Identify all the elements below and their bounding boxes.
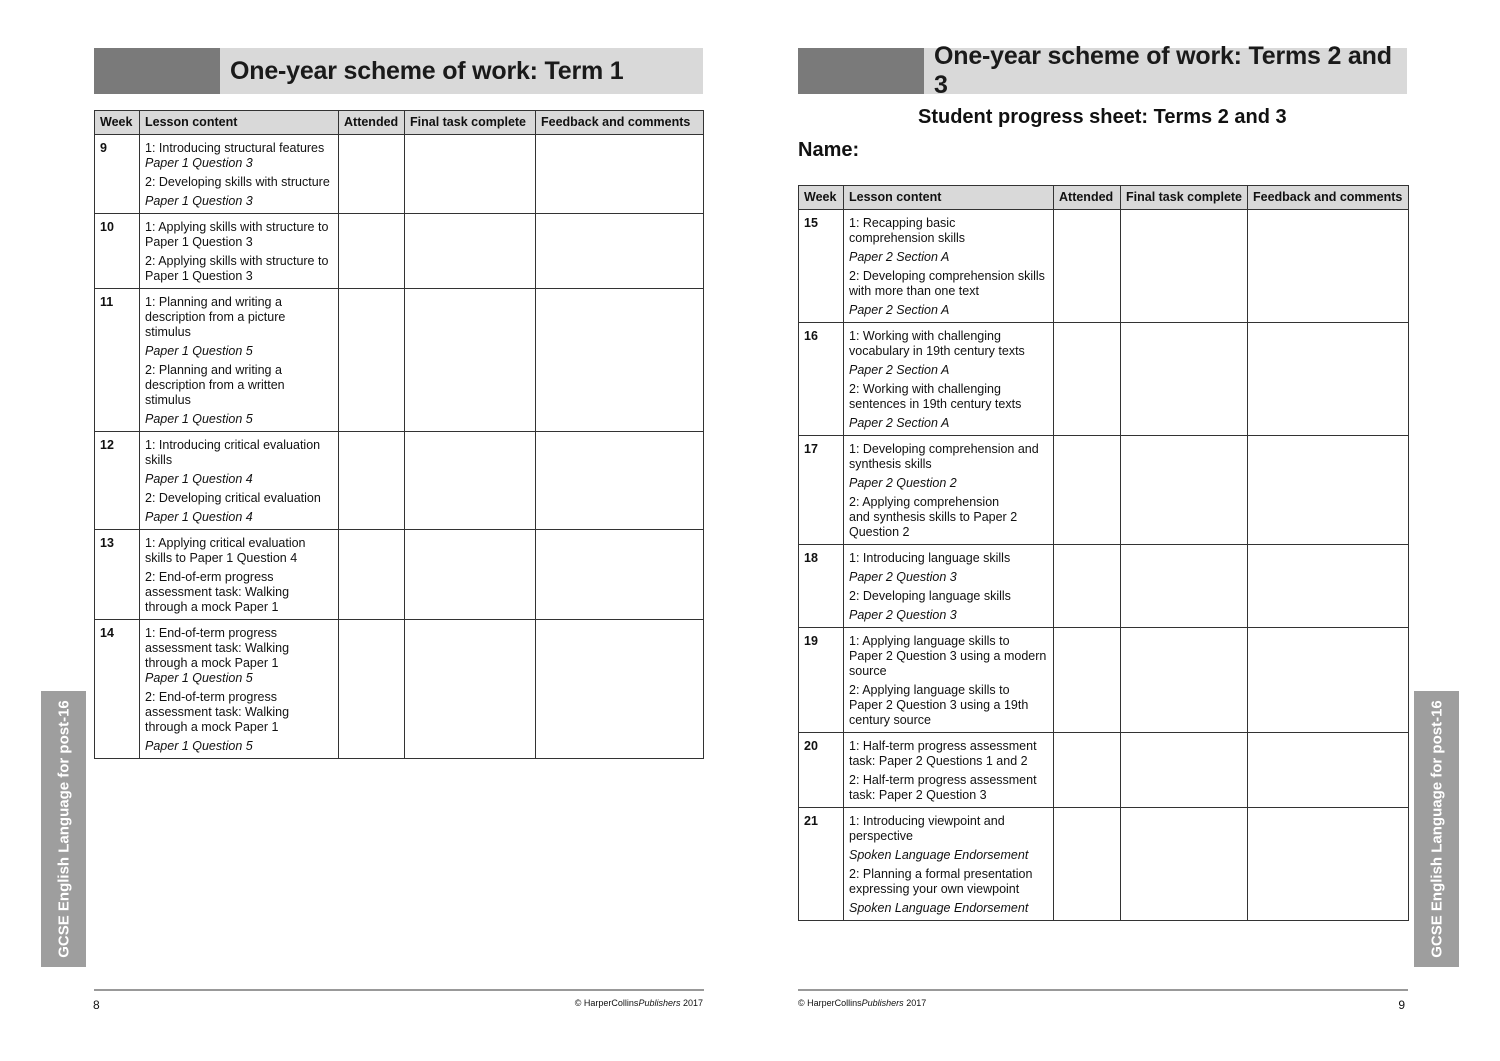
- table-header-row: [95, 111, 704, 135]
- lesson-line: 1: Applying language skills to: [849, 634, 1010, 648]
- attended-cell: [339, 214, 405, 289]
- table-row: [799, 808, 1409, 921]
- footer-rule: [798, 989, 1408, 991]
- lesson-content-cell: [844, 808, 1054, 921]
- lesson-line: comprehension skills: [849, 231, 966, 245]
- lesson-reference: Paper 2 Question 3: [849, 608, 957, 622]
- right-page: [750, 0, 1500, 1061]
- table-row: [95, 530, 704, 620]
- attended-cell: [339, 289, 405, 432]
- lesson-line: century source: [849, 713, 931, 727]
- lesson-line: through a mock Paper 1: [145, 720, 279, 734]
- copyright-year: 2017: [903, 998, 927, 1008]
- banner-title-area: [924, 42, 1407, 99]
- page-heading-banner: [94, 48, 703, 94]
- lesson-line: 2: Planning and writing a: [145, 363, 282, 377]
- copyright-notice: [575, 998, 703, 1008]
- lesson-reference: Paper 2 Section A: [849, 303, 950, 317]
- lesson-content-cell: [140, 135, 339, 214]
- lesson-line: Paper 2 Question 3 using a 19th: [849, 698, 1029, 712]
- final-task-cell: [1121, 436, 1248, 545]
- lesson-reference: Paper 1 Question 4: [145, 472, 253, 486]
- week-number: 17: [799, 436, 844, 545]
- lesson-reference: Paper 1 Question 4: [145, 510, 253, 524]
- final-task-cell: [1121, 808, 1248, 921]
- attended-cell: [339, 620, 405, 759]
- lesson-line: 1: End-of-term progress: [145, 626, 277, 640]
- lesson-line: 1: Applying skills with structure to: [145, 220, 329, 234]
- name-label: Name:: [798, 139, 860, 161]
- banner-accent: [798, 48, 924, 94]
- table-row: [95, 289, 704, 432]
- lesson-line: sentences in 19th century texts: [849, 397, 1022, 411]
- table-row: [95, 432, 704, 530]
- feedback-cell: [1248, 808, 1409, 921]
- column-header-feedback: Feedback and comments: [536, 111, 704, 135]
- lesson-line: skills: [145, 453, 173, 467]
- lesson-line: stimulus: [145, 325, 191, 339]
- page-title: One-year scheme of work: Terms 2 and 3: [934, 42, 1392, 99]
- lesson-line: 1: Developing comprehension and: [849, 442, 1039, 456]
- column-header-final-task: Final task complete: [1121, 186, 1248, 210]
- table-row: [799, 628, 1409, 733]
- page-title: One-year scheme of work: Term 1: [230, 56, 624, 85]
- attended-cell: [1054, 733, 1121, 808]
- final-task-cell: [405, 135, 536, 214]
- feedback-cell: [536, 214, 704, 289]
- lesson-reference: Spoken Language Endorsement: [849, 848, 1029, 862]
- copyright-prefix: © HarperCollins: [798, 998, 862, 1008]
- week-number: 19: [799, 628, 844, 733]
- lesson-line: and synthesis skills to Paper 2: [849, 510, 1018, 524]
- feedback-cell: [536, 432, 704, 530]
- side-tab: [1414, 691, 1459, 967]
- lesson-line: 2: Developing skills with structure: [145, 175, 330, 189]
- lesson-line: 1: Planning and writing a: [145, 295, 282, 309]
- lesson-content-cell: [140, 530, 339, 620]
- lesson-line: 2: Applying comprehension: [849, 495, 1000, 509]
- lesson-line: through a mock Paper 1: [145, 656, 279, 670]
- copyright-notice: [798, 998, 926, 1008]
- final-task-cell: [405, 432, 536, 530]
- final-task-cell: [405, 214, 536, 289]
- table-row: [95, 214, 704, 289]
- feedback-cell: [1248, 545, 1409, 628]
- lesson-line: Paper 2 Question 3 using a modern: [849, 649, 1047, 663]
- lesson-line: 2: End-of-erm progress: [145, 570, 274, 584]
- lesson-reference: Paper 2 Section A: [849, 416, 950, 430]
- week-number: 11: [95, 289, 140, 432]
- lesson-line: perspective: [849, 829, 913, 843]
- copyright-publisher: Publishers: [638, 998, 681, 1008]
- lesson-line: vocabulary in 19th century texts: [849, 344, 1025, 358]
- lesson-line: synthesis skills: [849, 457, 932, 471]
- lesson-content-cell: [844, 545, 1054, 628]
- table-row: [799, 323, 1409, 436]
- week-number: 20: [799, 733, 844, 808]
- lesson-line: with more than one text: [849, 284, 979, 298]
- attended-cell: [1054, 628, 1121, 733]
- final-task-cell: [1121, 628, 1248, 733]
- lesson-line: 1: Introducing language skills: [849, 551, 1011, 565]
- copyright-publisher: Publishers: [861, 998, 904, 1008]
- lesson-line: 2: Planning a formal presentation: [849, 867, 1033, 881]
- week-number: 16: [799, 323, 844, 436]
- lesson-line: 2: Developing critical evaluation: [145, 491, 321, 505]
- side-tab-label: GCSE English Language for post-16: [55, 700, 72, 958]
- lesson-line: 2: Applying skills with structure to: [145, 254, 329, 268]
- page-number: 9: [1398, 998, 1405, 1012]
- lesson-line: 2: End-of-term progress: [145, 690, 277, 704]
- feedback-cell: [536, 289, 704, 432]
- column-header-week: Week: [799, 186, 844, 210]
- attended-cell: [339, 432, 405, 530]
- final-task-cell: [1121, 323, 1248, 436]
- column-header-attended: Attended: [339, 111, 405, 135]
- lesson-content-cell: [844, 628, 1054, 733]
- column-header-feedback: Feedback and comments: [1248, 186, 1409, 210]
- attended-cell: [1054, 210, 1121, 323]
- lesson-reference: Paper 1 Question 5: [145, 412, 253, 426]
- lesson-content-cell: [844, 210, 1054, 323]
- lesson-line: 1: Introducing critical evaluation: [145, 438, 321, 452]
- progress-sheet-subtitle: Student progress sheet: Terms 2 and 3: [918, 106, 1287, 128]
- lesson-reference: Spoken Language Endorsement: [849, 901, 1029, 915]
- column-header-lesson-content: Lesson content: [140, 111, 339, 135]
- lesson-reference: Paper 1 Question 5: [145, 671, 253, 685]
- feedback-cell: [536, 135, 704, 214]
- lesson-line: expressing your own viewpoint: [849, 882, 1020, 896]
- lesson-line: 1: Introducing structural features: [145, 141, 325, 155]
- attended-cell: [1054, 323, 1121, 436]
- lesson-reference: Paper 2 Question 2: [849, 476, 957, 490]
- attended-cell: [1054, 436, 1121, 545]
- column-header-final-task: Final task complete: [405, 111, 536, 135]
- lesson-reference: Paper 2 Section A: [849, 250, 950, 264]
- banner-accent: [94, 48, 220, 94]
- lesson-line: 2: Working with challenging: [849, 382, 1001, 396]
- table-row: [799, 436, 1409, 545]
- final-task-cell: [1121, 210, 1248, 323]
- side-tab-label: GCSE English Language for post-16: [1428, 700, 1445, 958]
- lesson-content-cell: [140, 620, 339, 759]
- lesson-line: task: Paper 2 Question 3: [849, 788, 987, 802]
- final-task-cell: [405, 530, 536, 620]
- banner-title-area: [220, 48, 703, 94]
- side-tab: [41, 691, 86, 967]
- lesson-line: skills to Paper 1 Question 4: [145, 551, 298, 565]
- lesson-line: Paper 1 Question 3: [145, 269, 253, 283]
- lesson-content-cell: [140, 289, 339, 432]
- table-row: [95, 135, 704, 214]
- progress-table: [798, 185, 1409, 921]
- lesson-line: 2: Developing language skills: [849, 589, 1011, 603]
- week-number: 9: [95, 135, 140, 214]
- lesson-reference: Paper 1 Question 5: [145, 344, 253, 358]
- page-heading-banner: [798, 42, 1407, 99]
- lesson-line: 2: Applying language skills to: [849, 683, 1010, 697]
- lesson-reference: Paper 1 Question 3: [145, 194, 253, 208]
- lesson-line: 2: Half-term progress assessment: [849, 773, 1037, 787]
- copyright-year: 2017: [680, 998, 703, 1008]
- footer-rule: [94, 989, 704, 991]
- feedback-cell: [1248, 323, 1409, 436]
- week-number: 14: [95, 620, 140, 759]
- scheme-table: [94, 110, 704, 759]
- attended-cell: [1054, 808, 1121, 921]
- lesson-content-cell: [844, 436, 1054, 545]
- lesson-line: Question 2: [849, 525, 910, 539]
- table-header-row: [799, 186, 1409, 210]
- feedback-cell: [536, 620, 704, 759]
- table-row: [799, 210, 1409, 323]
- feedback-cell: [1248, 436, 1409, 545]
- feedback-cell: [1248, 628, 1409, 733]
- attended-cell: [339, 135, 405, 214]
- lesson-content-cell: [844, 733, 1054, 808]
- final-task-cell: [405, 620, 536, 759]
- table-row: [799, 733, 1409, 808]
- week-number: 13: [95, 530, 140, 620]
- page-number: 8: [93, 998, 100, 1012]
- final-task-cell: [1121, 733, 1248, 808]
- lesson-reference: Paper 1 Question 3: [145, 156, 253, 170]
- lesson-line: 2: Developing comprehension skills: [849, 269, 1045, 283]
- attended-cell: [339, 530, 405, 620]
- lesson-reference: Paper 2 Question 3: [849, 570, 957, 584]
- lesson-line: 1: Recapping basic: [849, 216, 956, 230]
- lesson-line: 1: Half-term progress assessment: [849, 739, 1037, 753]
- table-row: [95, 620, 704, 759]
- lesson-line: assessment task: Walking: [145, 641, 290, 655]
- lesson-line: stimulus: [145, 393, 191, 407]
- week-number: 15: [799, 210, 844, 323]
- final-task-cell: [1121, 545, 1248, 628]
- feedback-cell: [536, 530, 704, 620]
- lesson-line: Paper 1 Question 3: [145, 235, 253, 249]
- lesson-content-cell: [844, 323, 1054, 436]
- feedback-cell: [1248, 210, 1409, 323]
- week-number: 12: [95, 432, 140, 530]
- lesson-line: description from a written: [145, 378, 285, 392]
- lesson-line: 1: Introducing viewpoint and: [849, 814, 1005, 828]
- column-header-lesson-content: Lesson content: [844, 186, 1054, 210]
- copyright-prefix: © HarperCollins: [574, 998, 639, 1008]
- lesson-line: 1: Working with challenging: [849, 329, 1001, 343]
- lesson-line: description from a picture: [145, 310, 286, 324]
- attended-cell: [1054, 545, 1121, 628]
- lesson-line: assessment task: Walking: [145, 585, 290, 599]
- lesson-line: 1: Applying critical evaluation: [145, 536, 306, 550]
- lesson-line: task: Paper 2 Questions 1 and 2: [849, 754, 1028, 768]
- final-task-cell: [405, 289, 536, 432]
- week-number: 18: [799, 545, 844, 628]
- table-row: [799, 545, 1409, 628]
- lesson-content-cell: [140, 432, 339, 530]
- lesson-reference: Paper 2 Section A: [849, 363, 950, 377]
- column-header-attended: Attended: [1054, 186, 1121, 210]
- week-number: 10: [95, 214, 140, 289]
- lesson-content-cell: [140, 214, 339, 289]
- feedback-cell: [1248, 733, 1409, 808]
- lesson-reference: Paper 1 Question 5: [145, 739, 253, 753]
- week-number: 21: [799, 808, 844, 921]
- lesson-line: assessment task: Walking: [145, 705, 290, 719]
- column-header-week: Week: [95, 111, 140, 135]
- lesson-line: source: [849, 664, 887, 678]
- lesson-line: through a mock Paper 1: [145, 600, 279, 614]
